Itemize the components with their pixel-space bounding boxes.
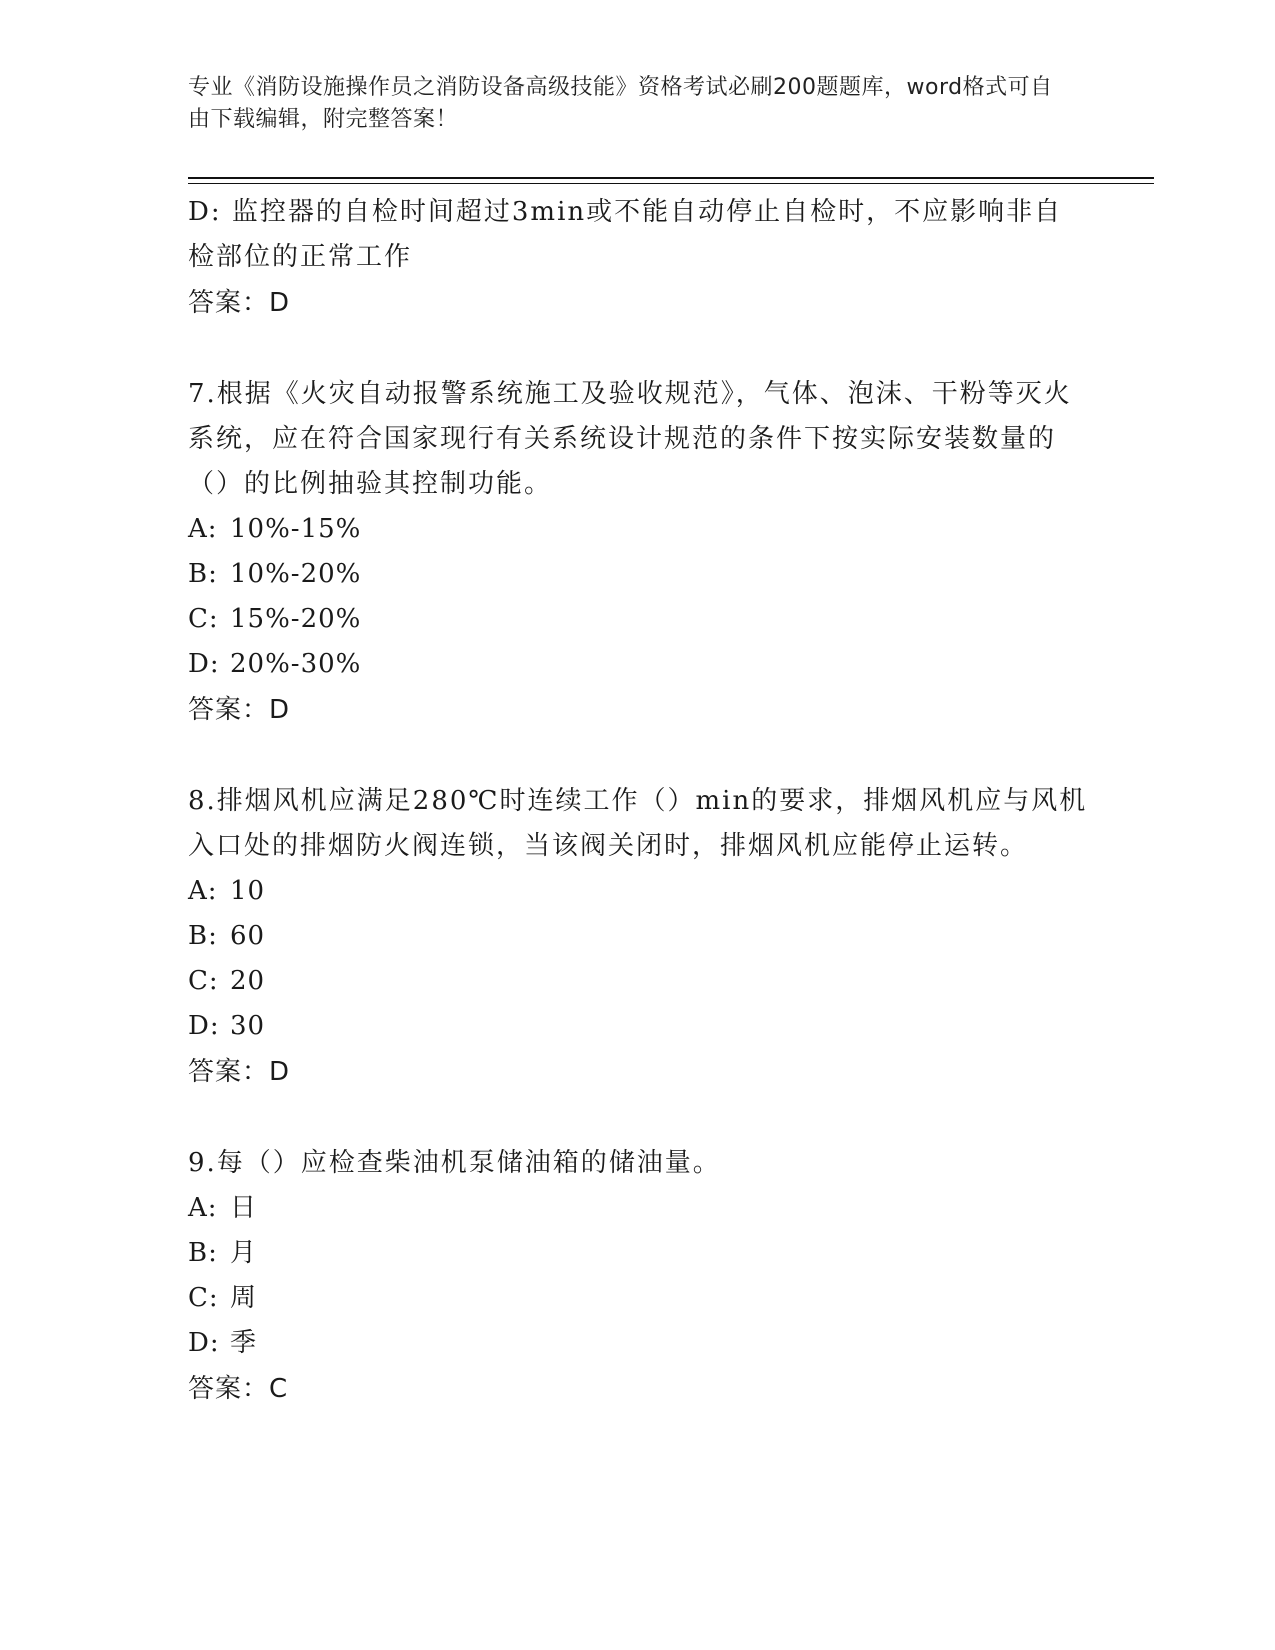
q7-option-b-text: 10%-20% xyxy=(230,559,362,589)
q8-stem: 8.排烟风机应满足280℃时连续工作（）min的要求，排烟风机应与风机入口处的排烟防火阀连锁，当该阀关闭时，排烟风机应能停止运转。 xyxy=(188,786,1088,861)
q9-option-a xyxy=(188,1186,1088,1231)
q9-option-c xyxy=(188,1276,1088,1321)
q9-option-c-text: 周 xyxy=(230,1283,258,1313)
q8-option-a-text: 10 xyxy=(230,876,266,906)
q7-option-b xyxy=(188,552,1088,597)
q9-option-a-text: 日 xyxy=(230,1193,258,1223)
document-header: 专业《消防设施操作员之消防设备高级技能》资格考试必刷200题题库，word格式可自由下载编辑，附完整答案！ xyxy=(188,75,1053,132)
q7-answer: 答案：D xyxy=(188,695,291,725)
q9-option-d-text: 季 xyxy=(230,1328,258,1358)
q6-option-d-label: D: xyxy=(188,197,222,227)
q9-option-b xyxy=(188,1231,1088,1276)
document-body xyxy=(188,190,1088,1412)
q7-option-a xyxy=(188,507,1088,552)
q8-option-a xyxy=(188,869,1088,914)
q8-option-b xyxy=(188,914,1088,959)
q7-option-d-text: 20%-30% xyxy=(230,649,362,679)
q9-option-b-text: 月 xyxy=(230,1238,258,1268)
q8-option-c-text: 20 xyxy=(230,966,266,996)
q9-option-d xyxy=(188,1321,1088,1366)
q7-option-d-label: D: xyxy=(188,649,220,679)
q7-option-a-label: A: xyxy=(188,514,218,544)
q7-option-c-text: 15%-20% xyxy=(230,604,362,634)
q9-answer: 答案：C xyxy=(188,1374,289,1404)
q8-option-d-text: 30 xyxy=(230,1011,266,1041)
q9-option-b-label: B: xyxy=(188,1238,218,1268)
q8-option-d xyxy=(188,1004,1088,1049)
q8-answer: 答案：D xyxy=(188,1057,291,1087)
q8-option-a-label: A: xyxy=(188,876,218,906)
q6-answer: 答案：D xyxy=(188,288,291,318)
q8-option-b-label: B: xyxy=(188,921,218,951)
q7-option-c xyxy=(188,597,1088,642)
q9-option-a-label: A: xyxy=(188,1193,218,1223)
header-rule-top xyxy=(188,177,1154,179)
q7-option-d xyxy=(188,642,1088,687)
q8-option-c-label: C: xyxy=(188,966,219,996)
q7-option-b-label: B: xyxy=(188,559,218,589)
q7-option-c-label: C: xyxy=(188,604,219,634)
q8-option-c xyxy=(188,959,1088,1004)
header-rule-bottom xyxy=(188,183,1154,184)
q9-stem: 9.每（）应检查柴油机泵储油箱的储油量。 xyxy=(188,1148,721,1178)
q6-option-d xyxy=(188,190,1088,280)
q7-stem: 7.根据《火灾自动报警系统施工及验收规范》，气体、泡沫、干粉等灭火系统，应在符合国家现行有关系统设计规范的条件下按实际安装数量的（）的比例抽验其控制功能。 xyxy=(188,379,1072,499)
q8-option-d-label: D: xyxy=(188,1011,220,1041)
q9-option-c-label: C: xyxy=(188,1283,219,1313)
q7-option-a-text: 10%-15% xyxy=(230,514,362,544)
q6-option-d-text: 监控器的自检时间超过3min或不能自动停止自检时，不应影响非自检部位的正常工作 xyxy=(188,197,1063,272)
q8-option-b-text: 60 xyxy=(230,921,266,951)
q9-option-d-label: D: xyxy=(188,1328,220,1358)
